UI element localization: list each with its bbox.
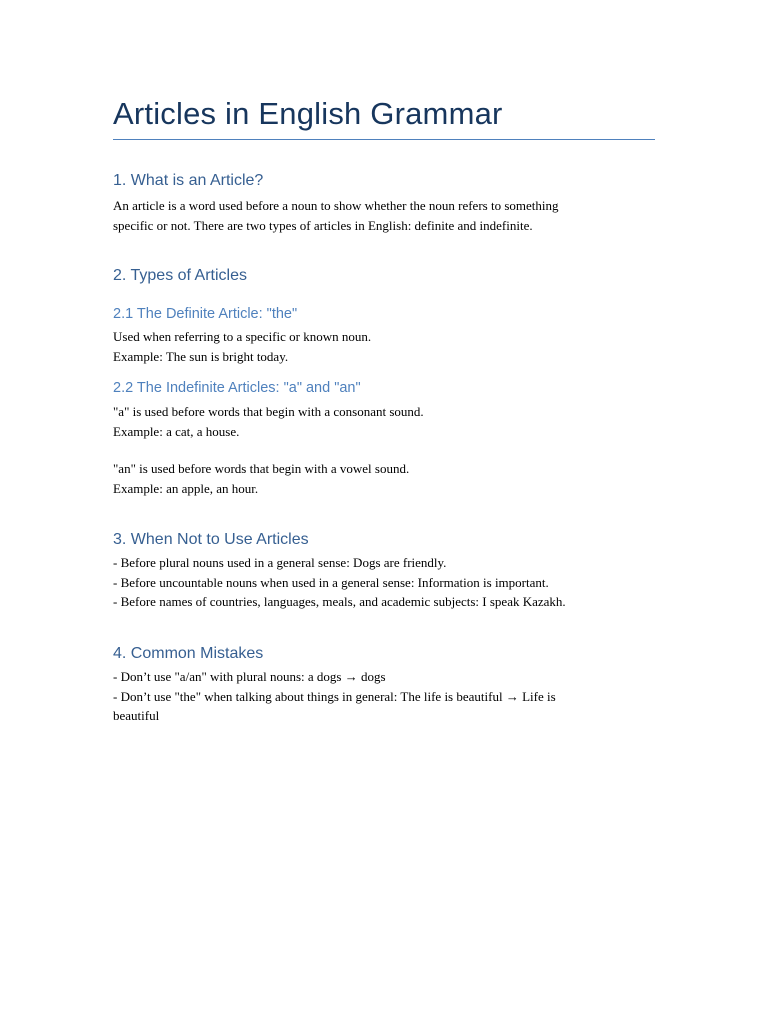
list-item: - Don’t use "the" when talking about things in general: The life is beautiful → Life is [113,688,556,704]
document-title: Articles in English Grammar [113,96,503,131]
paragraph-line: An article is a word used before a noun to show whether the noun refers to something [113,198,559,213]
paragraph-line: specific or not. There are two types of articles in English: definite and indefinite. [113,217,533,233]
section-3-list [113,553,655,612]
section-1-paragraph [113,196,655,235]
paragraph-line: Example: a cat, a house. [113,423,240,439]
list-item: - Before plural nouns used in a general sense: Dogs are friendly. [113,555,447,570]
section-2-heading: 2. Types of Articles [113,267,247,284]
section-1-heading: 1. What is an Article? [113,172,264,189]
paragraph-line: Used when referring to a specific or known noun. [113,329,372,344]
section-3-heading: 3. When Not to Use Articles [113,531,309,548]
paragraph-line: "a" is used before words that begin with a consonant sound. [113,404,424,419]
list-item: - Don’t use "a/an" with plural nouns: a dogs → dogs [113,669,386,684]
section-4-heading: 4. Common Mistakes [113,645,264,662]
section-2-2-paragraph-an [113,459,655,498]
section-2-1-paragraph [113,327,655,366]
list-item: - Before names of countries, languages, meals, and academic subjects: I speak Kazakh. [113,594,566,609]
section-2-2-paragraph-a [113,402,655,441]
title-underline-rule [113,139,655,140]
list-item: beautiful [113,708,160,723]
section-2-2-heading: 2.2 The Indefinite Articles: "a" and "an" [113,380,361,396]
list-item: - Before uncountable nouns when used in a general sense: Information is important. [113,574,549,590]
paragraph-line: Example: The sun is bright today. [113,348,289,364]
section-4-list [113,667,655,726]
paragraph-line: "an" is used before words that begin with a vowel sound. [113,461,410,476]
section-2-1-heading: 2.1 The Definite Article: "the" [113,306,298,322]
paragraph-line: Example: an apple, an hour. [113,480,259,496]
